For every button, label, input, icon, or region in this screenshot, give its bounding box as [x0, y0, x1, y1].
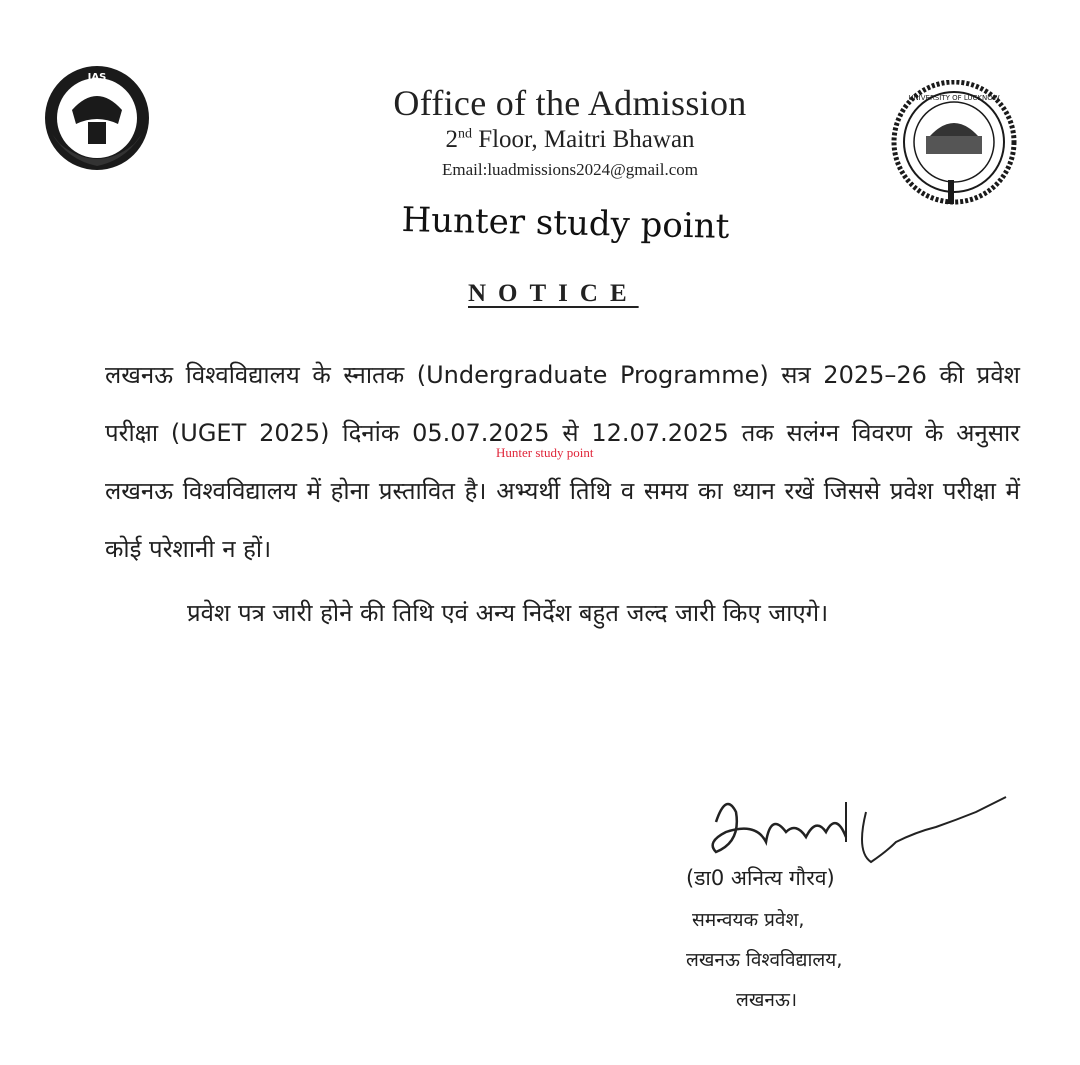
watermark-small: Hunter study point [496, 445, 594, 460]
notice-paragraph-1: लखनऊ विश्वविद्यालय के स्नातक (Undergraduate Programme) सत्र 2025–26 की प्रवेश परीक्षा (UGET 2025) दिनांक 05.07.2025 से 12.07.2025 तक सलंग्न विवरण के अनुसार लखनऊ विश्वविद्यालय में होना प्रस्तावित है। अभ्यर्थी तिथि व समय का ध्यान रखें जिससे प्रवेश परीक्षा में कोई परेशानी न हों। [105, 361, 1020, 563]
signatory-block [686, 864, 966, 1012]
svg-text:IAS: IAS [87, 72, 107, 83]
svg-text:UNIVERSITY OF LUCKNOW: UNIVERSITY OF LUCKNOW [908, 94, 1000, 102]
notice-heading: NOTICE [468, 280, 639, 307]
floor-number: 2 [445, 126, 458, 153]
signatory-city: लखनऊ। [736, 989, 798, 1011]
signatory-designation: समन्वयक प्रवेश, [692, 909, 805, 931]
office-address [360, 126, 780, 154]
signatory-institution: लखनऊ विश्वविद्यालय, [686, 949, 843, 971]
letterhead [360, 82, 780, 180]
office-title: Office of the Admission [393, 83, 747, 123]
floor-ordinal: nd [457, 126, 472, 142]
office-email: Email:luadmissions2024@gmail.com [442, 160, 698, 179]
signatory-name: (डा0 अनित्य गौरव) [686, 866, 835, 890]
watermark-large: Hunter study point [401, 200, 730, 247]
notice-paragraph-2: प्रवेश पत्र जारी होने की तिथि एवं अन्य निर्देश बहुत जल्द जारी किए जाएगे। [187, 599, 829, 627]
left-emblem-logo [38, 64, 156, 176]
university-seal-logo [878, 80, 1030, 208]
floor-rest: Floor, Maitri Bhawan [478, 126, 695, 153]
notice-body [105, 346, 1020, 642]
